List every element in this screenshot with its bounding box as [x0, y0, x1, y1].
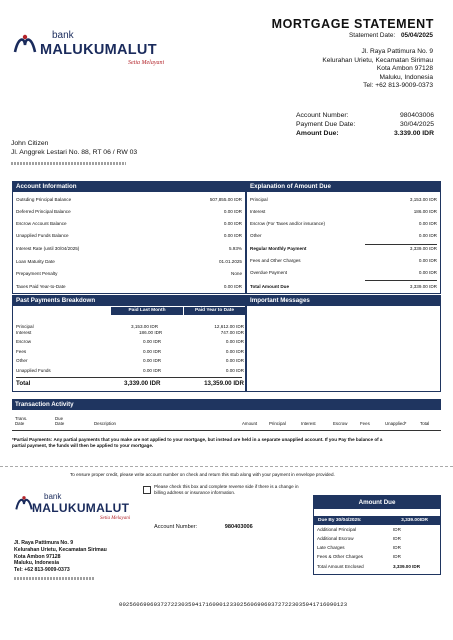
past-payments-total-last-month: 3,339.00 IDR: [124, 380, 161, 387]
explanation-row: Other 0.00 IDR: [250, 233, 437, 238]
coupon-due-by-label: Due By 30/04/2025:: [318, 518, 362, 523]
past-payment-row: Interest 186.00 IDR 747.00 IDR: [16, 330, 244, 336]
coupon-address: [14, 540, 107, 574]
coupon-address-line: Jl. Raya Pattimura No. 9: [14, 540, 74, 546]
transaction-activity-header: Transaction Activity: [12, 400, 441, 410]
account-summary: [296, 112, 436, 139]
account-info-row: Unapplied Funds Balance 0.00 IDR: [16, 233, 242, 238]
tx-col-amount: Amount: [242, 421, 258, 426]
explanation-divider: [365, 280, 437, 281]
past-payment-row: Unapplied Funds 0.00 IDR 0.00 IDR: [16, 367, 244, 373]
due-date-value: 30/04/2025: [399, 121, 434, 128]
bank-name: MALUKUMALUT: [40, 42, 157, 58]
past-payments-panel: [12, 295, 246, 392]
transaction-divider: [12, 430, 441, 431]
coupon-bank-logo: [14, 492, 164, 524]
statement-date-label: Statement Date:: [349, 32, 396, 39]
partial-payments-note: *Partial Payments: Any partial payments that you make are not applied to your mortgage, but instead are held in a separate unapplied account. If you Pay the balance of a partial payment, the funds will then be applied to your mortgage.: [12, 437, 383, 448]
explanation-row: Principal 3,153.00 IDR: [250, 197, 437, 202]
account-info-row: Outsding Principal Balance 507,855.00 IDR: [16, 197, 242, 202]
past-payments-total-label: Total: [16, 380, 31, 387]
tx-col-unapplied: Unapplied*: [385, 421, 407, 426]
account-info-row: Interest Rate (until 30/04/2025) 5.93%: [16, 246, 242, 251]
coupon-address-line: Kelurahan Urietu, Kecamatan Sirimau: [14, 546, 107, 553]
tx-col-principal: Principal: [269, 421, 286, 426]
coupon-line: Late Charges IDR: [317, 545, 401, 550]
bank-address: [233, 48, 433, 91]
tear-line: [0, 466, 453, 467]
past-payments-divider: [16, 377, 242, 378]
account-info-row: Loan Maturity Date 01.01.2025: [16, 259, 242, 264]
explanation-panel: [246, 181, 441, 294]
coupon-amount-due-header: Amount Due: [314, 496, 440, 509]
past-payments-total: [16, 380, 244, 387]
bank-address-line: Kelurahan Urietu, Kecamatan Sirimau: [322, 56, 433, 64]
past-payment-row: Principal 3,153.00 IDR 12,612.00 IDR: [16, 324, 244, 329]
customer-name: John Citizen: [11, 140, 49, 147]
coupon-due-by-row: [314, 516, 440, 525]
account-info-row: Prepayment Penalty None: [16, 271, 242, 276]
account-information-panel: [12, 181, 246, 294]
coupon-line: Total Amount Enclosed 3,339.00 IDR: [317, 564, 421, 569]
coupon-bank-small-label: bank: [44, 492, 62, 501]
coupon-line: Fees & Other Charges IDR: [317, 554, 401, 559]
paid-last-month-header: Paid Last Month: [111, 307, 183, 315]
coupon-account-number: [154, 524, 253, 530]
amount-due-value: 3.339.00 IDR: [393, 130, 434, 137]
address-change-note: Please check this box and complete reverse side if there is a change in billing address or insurance information.: [154, 484, 299, 495]
paid-ytd-header: Paid Year to Date: [184, 307, 245, 315]
explanation-row: Escrow (For Taxes and/or insurance) 0.00 IDR: [250, 221, 437, 226]
coupon-address-line: Maluku, Indonesia: [14, 560, 59, 567]
explanation-row: Total Amount Due 3,339.00 IDR: [250, 284, 437, 289]
explanation-row: Regular Monthly Payment 3,339.00 IDR: [250, 246, 437, 251]
payment-barcode-number: 002560690603727223035941716090123302560690603727223035941716090123: [119, 601, 348, 608]
due-date-label: Payment Due Date:: [296, 121, 356, 128]
coupon-line: Additional Escrow IDR: [317, 536, 401, 541]
tx-col-trans-date: Trans. Date: [15, 416, 28, 426]
past-payments-header: Past Payments Breakdown: [13, 296, 245, 306]
coupon-instruction: To ensure proper credit, please write account number on check and return this stub along with your payment in envelope provided.: [70, 472, 335, 477]
address-change-checkbox[interactable]: [143, 486, 151, 494]
bank-tagline: Setia Melayani: [128, 60, 165, 66]
redacted-coupon-line: [14, 577, 94, 580]
bank-address-line: Tel: +62 813-9009-0373: [363, 82, 433, 90]
past-payment-row: Escrow 0.00 IDR 0.00 IDR: [16, 339, 244, 345]
explanation-header: Explanation of Amount Due: [247, 182, 440, 192]
account-number-label: Account Number:: [296, 112, 349, 119]
explanation-row: Fees and Other Charges 0.00 IDR: [250, 258, 437, 263]
past-payment-row: Fees 0.00 IDR 0.00 IDR: [16, 348, 244, 354]
statement-date-value: 05/04/2025: [401, 32, 433, 39]
bank-small-label: bank: [52, 30, 74, 41]
transaction-activity-panel: [12, 399, 441, 432]
redacted-address-line: [11, 162, 126, 165]
important-messages-header: Important Messages: [247, 296, 440, 306]
explanation-divider: [365, 244, 437, 245]
customer-address: [11, 140, 137, 158]
tx-col-total: Total: [420, 421, 430, 426]
amount-due-label: Amount Due:: [296, 130, 339, 137]
account-info-row: Deferred Principal Balance 0.00 IDR: [16, 209, 242, 214]
customer-address-line: Jl. Anggrek Lestari No. 88, RT 06 / RW 03: [11, 148, 138, 156]
statement-title: MORTGAGE STATEMENT: [271, 17, 434, 31]
coupon-amount-due-box: [313, 495, 441, 575]
coupon-bank-tagline: Setia Melayani: [100, 516, 131, 521]
bank-address-line: Kota Ambon 97128: [376, 65, 433, 73]
past-payments-total-ytd: 13,359.00 IDR: [204, 380, 244, 387]
tx-col-description: Description: [94, 421, 116, 426]
coupon-account-label: Account Number:: [154, 524, 198, 530]
bank-logo-mark-icon: [12, 32, 38, 58]
statement-date: [349, 32, 433, 39]
account-info-row: Escrow Account Balance 0.00 IDR: [16, 221, 242, 226]
coupon-line: Additional Principal IDR: [317, 527, 401, 532]
past-payment-row: Other 0.00 IDR 0.00 IDR: [16, 358, 244, 364]
account-information-header: Account Information: [13, 182, 245, 192]
coupon-logo-mark-icon: [14, 494, 34, 514]
important-messages-panel: [246, 295, 441, 392]
coupon-address-line: Kota Ambon 97128: [14, 553, 61, 560]
past-payments-rows: [16, 324, 244, 377]
account-info-row: Taxes Paid Year-to-Date 0.00 IDR: [16, 284, 242, 289]
tx-col-due-date: Due Date: [55, 416, 65, 426]
tx-col-fees: Fees: [360, 421, 370, 426]
bank-address-line: Maluku, Indonesia: [379, 73, 433, 81]
coupon-due-by-value: 3,339.00IDR: [401, 518, 428, 523]
explanation-row: Interest 186.00 IDR: [250, 209, 437, 214]
bank-address-line: Jl. Raya Pattimura No. 9: [361, 48, 433, 55]
coupon-bank-name: MALUKUMALUT: [32, 501, 130, 515]
coupon-address-line: Tel: +62 813-9009-0373: [14, 567, 70, 574]
tx-col-interest: Interest: [301, 421, 316, 426]
account-number-value: 980403006: [399, 112, 434, 119]
coupon-account-value: 980403006: [224, 524, 253, 530]
tx-col-escrow: Escrow: [333, 421, 348, 426]
bank-logo: [12, 30, 182, 70]
explanation-row: Overdue Payment 0.00 IDR: [250, 270, 437, 275]
